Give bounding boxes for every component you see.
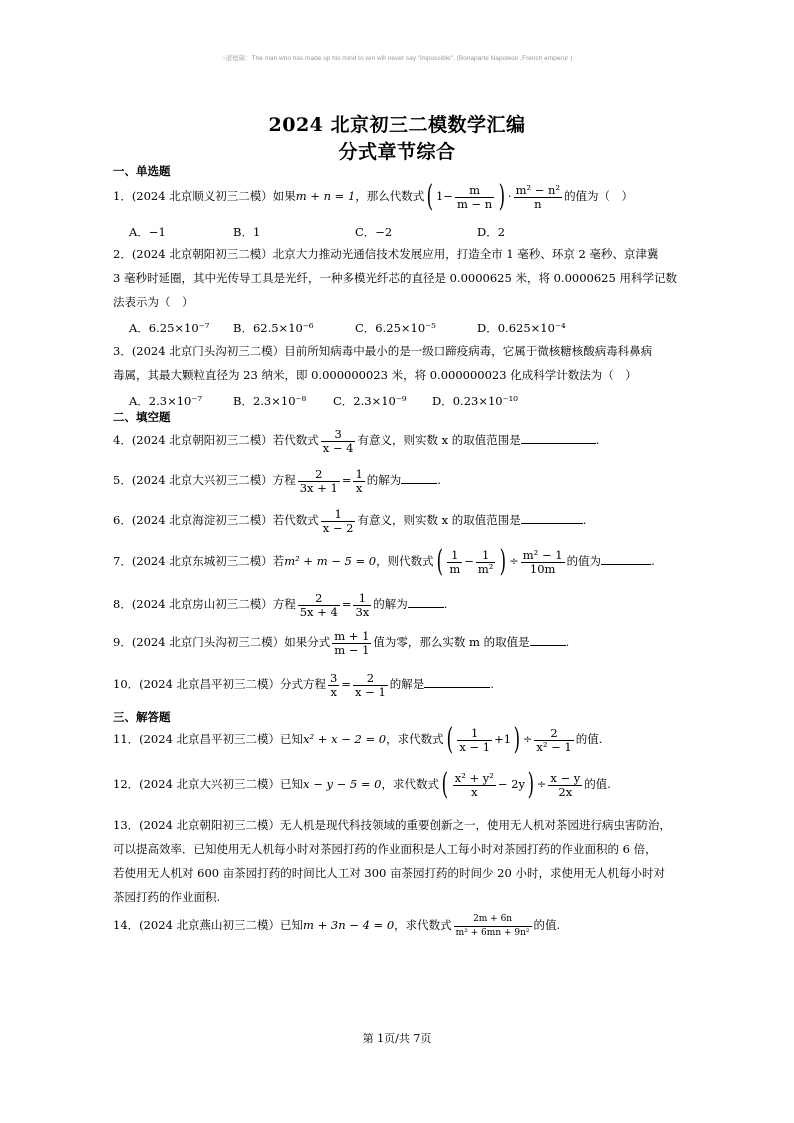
fraction-denominator: 10m [529,561,556,576]
q14-fraction [454,913,532,940]
q10-text: 10．(2024 北京昌平初三二模）分式方程 [113,677,327,691]
q8-text-2: 的解为 [373,597,408,611]
question-13-line-4: 茶园打药的作业面积. [113,890,221,904]
fraction-denominator: m² + 6mn + 9n² [455,927,530,938]
q2-option-b: B．62.5×10⁻⁶ [233,321,314,335]
q6-fraction [321,508,356,535]
fraction-denominator: m − n [456,196,493,211]
q12-text-3: 的值. [584,777,611,791]
question-14 [113,911,560,940]
question-13-line-2: 可以提高效率．已知使用无人机每小时对茶园打药的作业面积是人工每小时对茶园打药的作业面积的 6 倍， [113,842,657,856]
q11-text-3: 的值. [575,732,603,746]
fraction-denominator: 3x + 1 [299,480,338,495]
fraction-numerator: 2 [298,592,340,606]
q7-minus: − [464,554,474,568]
fraction-denominator: x − 1 [355,684,386,699]
paren-right: ) [527,767,535,802]
q12-text: 12．(2024 北京大兴初三二模）已知 [113,777,304,791]
question-2-line-1: 2．(2024 北京朝阳初三二模）北京大力推动光通信技术发展应用，打造全市 1 毫秒、环京 2 毫秒、京津冀 [113,247,659,261]
fraction-numerator: 3 [330,670,338,685]
fraction-denominator: m² [477,561,494,576]
q4-fraction [321,428,356,455]
fraction-denominator: x [330,684,337,699]
fraction-numerator: 2 [353,672,388,686]
question-11 [113,723,602,755]
q8-equals: = [341,597,352,611]
q8-text: 8．(2024 北京房山初三二模）方程 [113,597,296,611]
fraction-numerator: m [455,184,494,198]
q8-answer-blank[interactable] [408,596,444,608]
q10-text-2: 的解是 [389,677,425,691]
fraction-denominator: 5x + 4 [299,604,338,619]
q5-text: 5．(2024 北京大兴初三二模）方程 [113,473,296,487]
q9-text: 9．(2024 北京门头沟初三二模）如果分式 [113,635,331,649]
fraction-denominator: x² − 1 [536,739,572,754]
q7-fraction-1 [447,549,462,576]
fraction-numerator: 1 [457,727,492,741]
section-heading-fill-blank: 二、填空题 [113,410,171,424]
fraction-numerator: x − y [550,770,581,785]
q1-condition: m + n = 1 [295,189,356,203]
q1-option-b: B．1 [233,225,261,239]
q8-fraction-1 [298,592,340,619]
page-title: 2024 北京初三二模数学汇编 [268,114,526,136]
q10-fraction-2 [353,672,388,699]
question-3-line-2: 毒属，其最大颗粒直径为 23 纳米，即 0.000000023 米，将 0.000000023 化成科学计数法为（ ） [113,368,637,382]
q5-fraction-1 [298,468,340,495]
question-10 [113,670,494,699]
q1-text-2: ，那么代数式 [355,189,425,203]
q9-fraction [332,630,371,657]
fraction-numerator: 1 [447,549,462,563]
q6-end: . [582,513,587,527]
q1-option-a: A．−1 [129,225,166,239]
q8-end: . [443,597,448,611]
q10-end: . [490,677,494,691]
fraction-numerator: 2 [298,468,340,482]
q6-text-2: 有意义，则实数 x 的取值范围是 [357,513,521,527]
fraction-numerator: 3 [321,428,356,442]
fraction-numerator: m² − n² [515,182,561,197]
question-3-line-1: 3．(2024 北京门头沟初三二模）目前所知病毒中最小的是一级口蹄疫病毒，它属于微核糖核酸病毒科鼻病 [113,344,653,358]
page-footer: 第 1页/共 7页 [362,1032,432,1045]
fraction-numerator: 2 [534,727,573,741]
fraction-denominator: m − 1 [334,642,370,657]
paren-right: ) [513,722,521,757]
fraction-numerator: 1 [353,592,371,606]
q12-fraction-2 [548,772,582,799]
section-heading-single-choice: 一、单选题 [113,164,171,178]
fraction-numerator: 2m + 6n [454,913,532,927]
q7-condition: m² + m − 5 = 0 [284,554,377,568]
paren-right: ) [498,179,506,214]
q12-divide: ÷ [536,777,547,791]
q7-answer-blank[interactable] [601,553,651,565]
fraction-denominator: x − 1 [459,739,491,754]
q2-option-c: C．6.25×10⁻⁵ [355,321,436,335]
q3-option-c: C．2.3×10⁻⁹ [333,394,407,408]
q5-fraction-2 [353,468,364,495]
q4-text-2: 有意义，则实数 x 的取值范围是 [357,433,521,447]
paren-right: ) [500,544,507,579]
fraction-numerator: 1 [476,549,496,563]
q11-divide: ÷ [522,732,533,746]
q2-option-a: A．6.25×10⁻⁷ [129,321,210,335]
fraction-numerator: 1 [321,508,356,522]
q1-one-minus: 1− [435,189,453,203]
q5-answer-blank[interactable] [401,472,437,484]
q9-end: . [565,635,570,649]
q14-text-3: 的值. [533,918,561,932]
q3-option-a: A．2.3×10⁻⁷ [129,394,203,408]
q4-end: . [595,433,600,447]
q7-divide: ÷ [509,554,519,568]
question-12 [113,768,611,800]
q3-option-b: B．2.3×10⁻⁸ [233,394,307,408]
question-4 [113,426,599,455]
q4-text: 4．(2024 北京朝阳初三二模）若代数式 [113,433,319,447]
question-5 [113,466,441,495]
fraction-denominator: 2x [558,784,573,799]
q1-dot: · [507,189,512,203]
q2-option-d: D．0.625×10⁻⁴ [477,321,566,335]
question-6 [113,506,586,535]
q9-text-2: 值为零，那么实数 m 的取值是 [373,635,530,649]
q6-text: 6．(2024 北京海淀初三二模）若代数式 [113,513,319,527]
q12-fraction-1 [453,772,496,799]
section-heading-answer: 三、解答题 [113,710,171,724]
q11-text-2: ，求代数式 [386,732,444,746]
q7-text: 7．(2024 北京东城初三二模）若 [113,554,285,568]
q1-fraction-1 [455,184,494,211]
page-subtitle: 分式章节综合 [338,141,456,163]
paren-left: ( [436,544,443,579]
q5-text-2: 的解为 [366,473,402,487]
q7-fraction-2 [476,549,496,576]
q6-answer-blank[interactable] [521,512,583,524]
q5-equals: = [341,473,352,487]
fraction-numerator: m + 1 [334,628,370,643]
q11-condition: x² + x − 2 = 0 [303,732,387,746]
question-2-line-2: 3 毫秒时延圈，其中光传导工具是光纤，一种多模光纤芯的直径是 0.0000625 米，将 0.0000625 用科学记数 [113,271,677,285]
paren-left: ( [426,179,434,214]
question-7 [113,545,655,577]
q10-equals: = [341,677,352,691]
q9-answer-blank[interactable] [530,634,566,646]
q10-fraction-1 [328,672,339,699]
q7-text-3: 的值为 [566,554,602,568]
q12-condition: x − y − 5 = 0 [303,777,382,791]
question-13-line-1: 13．(2024 北京朝阳初三二模）无人机是现代科技领域的重要创新之一，使用无人机对茶园进行病虫害防治， [113,818,672,832]
question-9 [113,628,569,657]
q14-text-2: ，求代数式 [394,918,452,932]
q8-fraction-2 [353,592,371,619]
header-motto: ○道德箴：The man who has made up his mind to win will never say "impossible". (Bonaparte Napoleon ,French emperor ) [221,55,573,62]
q5-end: . [437,473,441,487]
paren-left: ( [446,722,453,757]
question-8 [113,590,447,619]
q11-fraction-1 [457,727,492,754]
question-13-line-3: 若使用无人机对 600 亩茶园打药的时间比人工对 300 亩茶园打药的时间少 20 小时，求使用无人机每小时对 [113,866,665,880]
fraction-denominator: 3x [355,604,370,619]
q1-option-d: D．2 [477,225,506,239]
q3-option-d: D．0.23×10⁻¹⁰ [432,394,518,408]
paren-left: ( [441,767,449,802]
q7-text-2: ，则代数式 [376,554,434,568]
question-2-line-3: 法表示为（ ） [113,295,194,309]
q14-text: 14．(2024 北京燕山初三二模）已知 [113,918,304,932]
q14-condition: m + 3n − 4 = 0 [303,918,395,932]
fraction-numerator: m² − 1 [522,547,563,562]
fraction-denominator: n [534,196,542,211]
q11-fraction-2 [534,727,573,754]
q1-text: 1．(2024 北京顺义初三二模）如果 [113,189,296,203]
q12-text-2: ，求代数式 [381,777,440,791]
q11-plus-one: +1 [494,732,512,746]
q7-end: . [651,554,655,568]
q7-fraction-3 [521,549,565,576]
fraction-denominator: x [471,784,478,799]
fraction-denominator: x [355,480,363,495]
q1-fraction-2 [514,184,562,211]
q11-text: 11．(2024 北京昌平初三二模）已知 [113,732,304,746]
q10-answer-blank[interactable] [424,676,490,688]
fraction-denominator: x − 2 [322,520,354,535]
q1-text-3: 的值为（ ） [564,189,634,203]
fraction-numerator: x² + y² [454,770,494,785]
fraction-numerator: 1 [355,466,363,481]
q12-minus-2y: − 2y [497,777,525,791]
question-1 [113,180,633,212]
fraction-denominator: x − 4 [322,440,354,455]
fraction-denominator: m [449,561,461,576]
q1-option-c: C．−2 [355,225,393,239]
q4-answer-blank[interactable] [521,432,596,444]
